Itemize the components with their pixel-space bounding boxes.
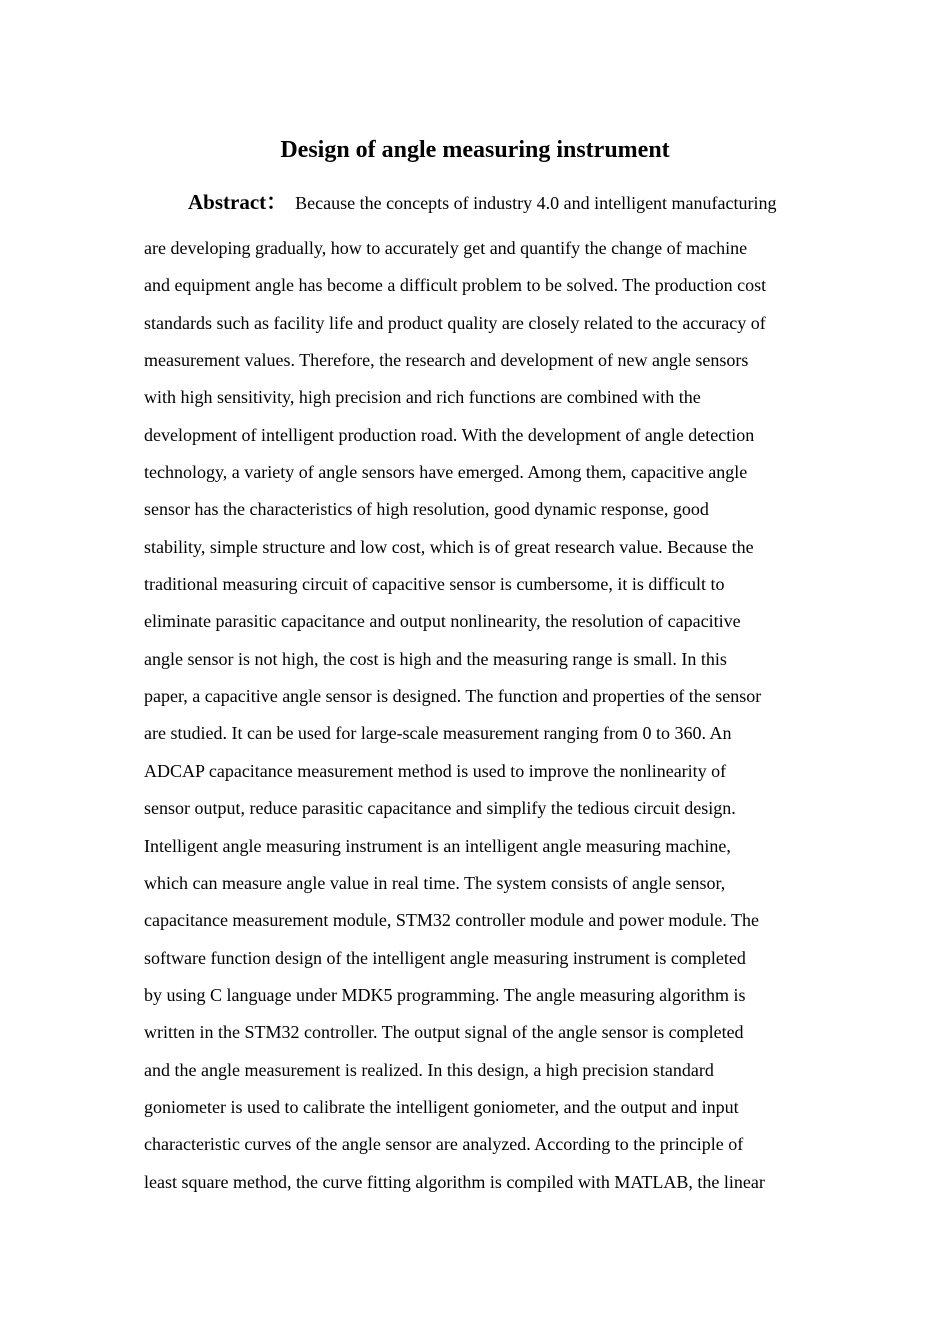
abstract-line: traditional measuring circuit of capacitive sensor is cumbersome, it is difficult to [144, 574, 725, 595]
abstract-line: Intelligent angle measuring instrument is an intelligent angle measuring machine, [144, 835, 731, 856]
abstract-line: standards such as facility life and product quality are closely related to the accuracy of [144, 312, 766, 333]
abstract-line: sensor has the characteristics of high resolution, good dynamic response, good [144, 499, 709, 520]
abstract-line: paper, a capacitive angle sensor is designed. The function and properties of the sensor [144, 686, 762, 707]
abstract-first-text: Because the concepts of industry 4.0 and intelligent manufacturing [295, 193, 777, 213]
abstract-first-line [144, 184, 808, 222]
abstract-line: ADCAP capacitance measurement method is used to improve the nonlinearity of [144, 760, 727, 781]
abstract-line: which can measure angle value in real time. The system consists of angle sensor, [144, 872, 726, 893]
abstract-line: are developing gradually, how to accurately get and quantify the change of machine [144, 238, 748, 258]
abstract-section [144, 184, 808, 1201]
abstract-line: with high sensitivity, high precision and rich functions are combined with the [144, 387, 701, 408]
abstract-line: stability, simple structure and low cost, which is of great research value. Because the [144, 536, 754, 557]
abstract-line: technology, a variety of angle sensors have emerged. Among them, capacitive angle [144, 462, 748, 483]
abstract-line: software function design of the intelligent angle measuring instrument is completed [144, 947, 746, 968]
abstract-line: and the angle measurement is realized. In this design, a high precision standard [144, 1059, 714, 1080]
abstract-line: least square method, the curve fitting algorithm is compiled with MATLAB, the linear [144, 1171, 765, 1192]
abstract-line: capacitance measurement module, STM32 controller module and power module. The [144, 910, 759, 931]
abstract-line: written in the STM32 controller. The output signal of the angle sensor is completed [144, 1022, 744, 1043]
abstract-line: sensor output, reduce parasitic capacitance and simplify the tedious circuit design. [144, 798, 736, 819]
abstract-line: goniometer is used to calibrate the intelligent goniometer, and the output and input [144, 1096, 739, 1117]
abstract-line: development of intelligent production road. With the development of angle detection [144, 424, 755, 445]
abstract-line: by using C language under MDK5 programming. The angle measuring algorithm is [144, 984, 746, 1005]
abstract-colon: ： [266, 190, 288, 214]
abstract-line: and equipment angle has become a difficult problem to be solved. The production cost [144, 275, 767, 296]
abstract-line: eliminate parasitic capacitance and output nonlinearity, the resolution of capacitive [144, 611, 741, 632]
abstract-label: Abstract [188, 190, 267, 214]
abstract-body [144, 230, 808, 1201]
abstract-line: measurement values. Therefore, the research and development of new angle sensors [144, 350, 749, 371]
abstract-line: are studied. It can be used for large-scale measurement ranging from 0 to 360. An [144, 723, 732, 744]
abstract-line: angle sensor is not high, the cost is high and the measuring range is small. In this [144, 648, 727, 669]
paper-title: Design of angle measuring instrument [280, 137, 670, 163]
abstract-line: characteristic curves of the angle sensor are analyzed. According to the principle of [144, 1134, 744, 1155]
